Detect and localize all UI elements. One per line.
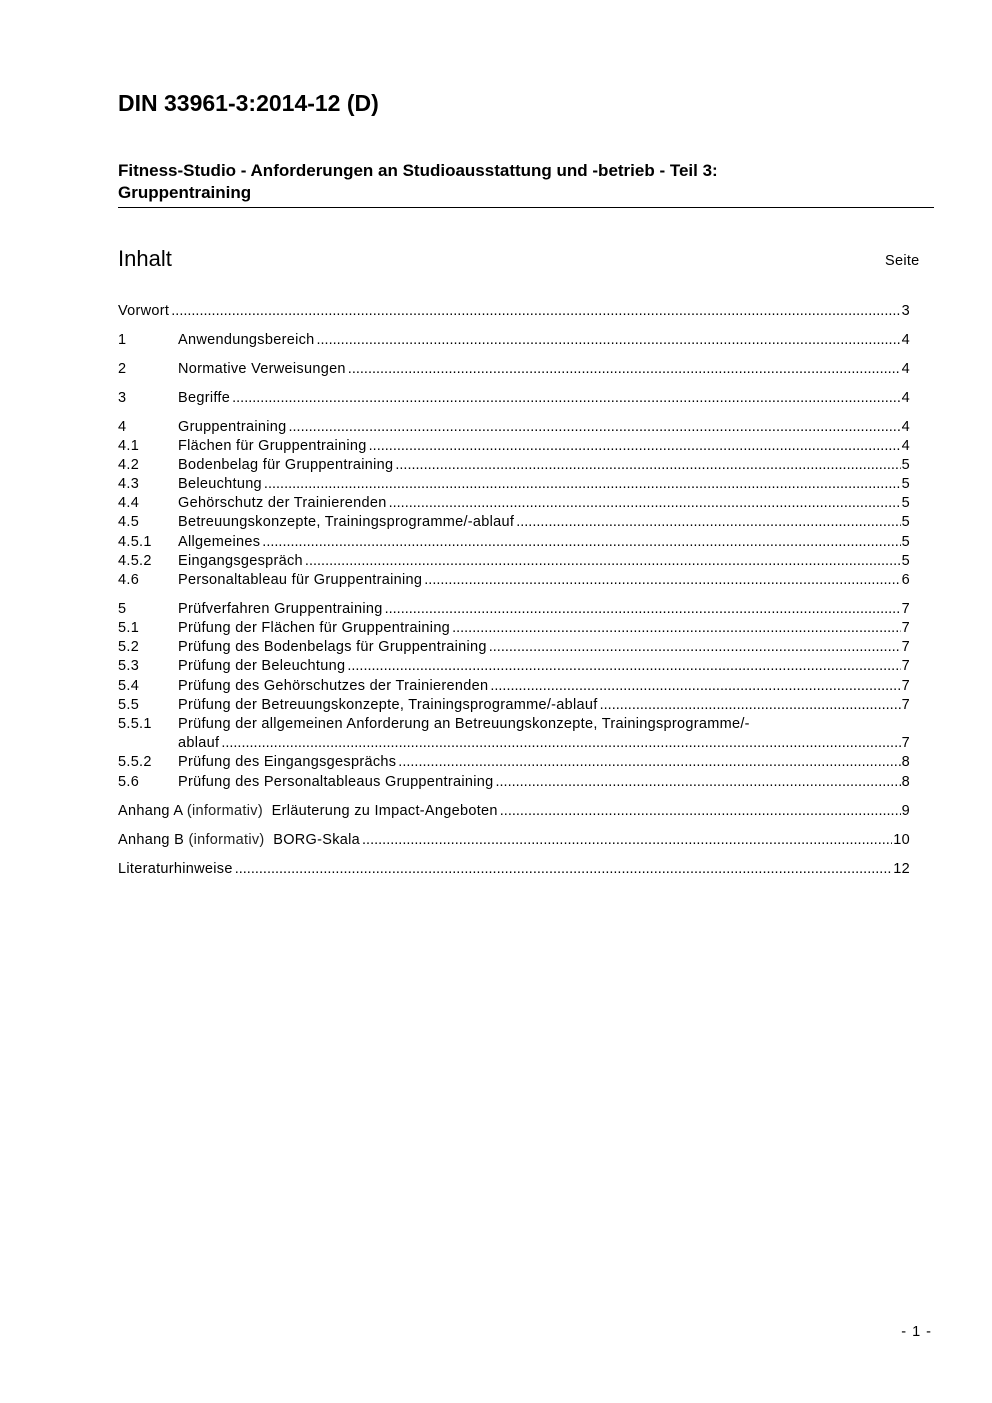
toc-leader-dots [500, 802, 901, 821]
toc-entry-title: Prüfung der Flächen für Gruppentraining [178, 620, 451, 636]
toc-entry-title: Eingangsgespräch [178, 553, 303, 569]
toc-leader-dots [489, 638, 901, 657]
toc-leader-dots [495, 773, 900, 792]
toc-entry-title: Prüfung des Personaltableaus Gruppentraining [178, 774, 494, 790]
toc-leader-dots [305, 552, 901, 571]
toc-entry-page: 12 [893, 861, 910, 877]
toc-entry-title: Prüfung des Bodenbelags für Gruppentraining [178, 639, 487, 655]
toc-entry-4[interactable] [118, 418, 910, 437]
toc-entry-5-6[interactable] [118, 773, 910, 792]
toc-entry-page: 5 [901, 495, 910, 511]
toc-entry-number: 5.1 [118, 620, 140, 636]
toc-entry-page: 4 [901, 419, 910, 435]
toc-entry-page: 4 [901, 332, 910, 348]
toc-entry-4-5-2[interactable] [118, 552, 910, 571]
toc-entry-number: 4.5 [118, 514, 140, 530]
toc-leader-dots [395, 456, 900, 475]
toc-entry-page: 4 [901, 390, 910, 406]
toc-entry-page: 7 [901, 678, 910, 694]
toc-entry-title: Personaltableau für Gruppentraining [178, 572, 423, 588]
toc-entry-number: 1 [118, 332, 127, 348]
toc-entry-4-2[interactable] [118, 456, 910, 475]
toc-heading: Inhalt [118, 246, 172, 271]
subtitle-line-1: Fitness-Studio - Anforderungen an Studioausstattung und -betrieb - Teil 3: [118, 161, 718, 180]
toc-leader-dots [264, 475, 901, 494]
toc-leader-dots [424, 571, 900, 590]
toc-entry-page: 7 [901, 620, 910, 636]
toc-entry-4-4[interactable] [118, 494, 910, 513]
toc-entry-title: Begriffe [178, 390, 231, 406]
toc-entry-number: 5.4 [118, 678, 140, 694]
toc-entry-annex-label [118, 802, 500, 821]
toc-entry-4-3[interactable] [118, 475, 910, 494]
toc-leader-dots [171, 302, 900, 321]
toc-entry-title: Prüfung des Eingangsgesprächs [178, 754, 397, 770]
toc-entry-title: Literaturhinweise [118, 861, 233, 877]
toc-entry-vorwort[interactable] [118, 302, 910, 321]
toc-leader-dots [516, 513, 900, 532]
toc-entry-number: 5 [118, 601, 127, 617]
toc-entry-5-5-1-continuation[interactable] [118, 734, 910, 753]
toc-entry-page: 5 [901, 553, 910, 569]
document-title: DIN 33961-3:2014-12 (D) [118, 90, 379, 116]
toc-entry-4-6[interactable] [118, 571, 910, 590]
toc-entry-page: 7 [901, 658, 910, 674]
toc-leader-dots [348, 360, 901, 379]
toc-entry-title: Prüfung der allgemeinen Anforderung an Betreuungskonzepte, Trainingsprogramme/- [178, 716, 750, 732]
toc-entry-title: BORG-Skala [273, 832, 361, 848]
toc-entry-title: Flächen für Gruppentraining [178, 438, 367, 454]
toc-entry-page: 5 [901, 476, 910, 492]
toc-entry-anhang-a[interactable] [118, 802, 910, 821]
toc-entry-number: 4.1 [118, 438, 140, 454]
toc-entry-2[interactable] [118, 360, 910, 379]
toc-leader-dots [317, 331, 901, 350]
toc-entry-title: Prüfung des Gehörschutzes der Trainierenden [178, 678, 489, 694]
toc-entry-number: 5.2 [118, 639, 140, 655]
toc-entry-5-5-1[interactable] [118, 715, 910, 734]
toc-leader-dots [389, 494, 901, 513]
toc-entry-title-continuation: ablauf [178, 735, 220, 751]
toc-entry-title: Prüfung der Betreuungskonzepte, Trainingsprogramme/-ablauf [178, 697, 598, 713]
toc-entry-page: 4 [901, 438, 910, 454]
toc-entry-number: 4.2 [118, 457, 140, 473]
toc-entry-5-2[interactable] [118, 638, 910, 657]
toc-entry-number: 4.6 [118, 572, 140, 588]
toc-entry-number: 4 [118, 419, 127, 435]
toc-entry-anhang-b[interactable] [118, 831, 910, 850]
toc-entry-number: 3 [118, 390, 127, 406]
toc-leader-dots [398, 753, 900, 772]
toc-entry-5-3[interactable] [118, 657, 910, 676]
toc-entry-1[interactable] [118, 331, 910, 350]
toc-entry-annex-label [118, 831, 362, 850]
toc-leader-dots [232, 389, 901, 408]
toc-leader-dots [221, 734, 900, 753]
toc-entry-title: Prüfung der Beleuchtung [178, 658, 346, 674]
toc-entry-5-5[interactable] [118, 696, 910, 715]
toc-entry-4-5[interactable] [118, 513, 910, 532]
toc-entry-title: Beleuchtung [178, 476, 262, 492]
toc-entry-page: 5 [901, 457, 910, 473]
toc-entry-number: 5.5.2 [118, 754, 152, 770]
toc-entry-title: Prüfverfahren Gruppentraining [178, 601, 383, 617]
toc-entry-title: Gehörschutz der Trainierenden [178, 495, 387, 511]
toc-entry-number: 4.5.1 [118, 534, 152, 550]
toc-leader-dots [385, 600, 901, 619]
toc-entry-page: 10 [893, 832, 910, 848]
toc-entry-4-1[interactable] [118, 437, 910, 456]
toc-annex-info: (informativ) [188, 832, 265, 848]
toc-leader-dots [452, 619, 901, 638]
toc-entry-page: 4 [901, 361, 910, 377]
toc-annex-number: Anhang A [118, 803, 183, 819]
toc-entry-page: 8 [901, 774, 910, 790]
toc-entry-5[interactable] [118, 600, 910, 619]
toc-leader-dots [490, 677, 900, 696]
toc-entry-title: Erläuterung zu Impact-Angeboten [271, 803, 498, 819]
toc-entry-3[interactable] [118, 389, 910, 408]
toc-entry-page: 8 [901, 754, 910, 770]
toc-entry-title: Normative Verweisungen [178, 361, 346, 377]
toc-leader-dots [362, 831, 892, 850]
toc-entry-number: 5.5 [118, 697, 140, 713]
toc-leader-dots [600, 696, 901, 715]
subtitle-line-2: Gruppentraining [118, 183, 252, 202]
toc-entry-title: Gruppentraining [178, 419, 287, 435]
toc-leader-dots [262, 533, 900, 552]
toc-entry-5-4[interactable] [118, 677, 910, 696]
toc-entry-title: Anwendungsbereich [178, 332, 315, 348]
toc-entry-number: 5.6 [118, 774, 140, 790]
toc-entry-5-5-2[interactable] [118, 753, 910, 772]
toc-entry-number: 4.5.2 [118, 553, 152, 569]
toc-entry-number: 2 [118, 361, 127, 377]
toc-entry-page: 5 [901, 534, 910, 550]
toc-entry-page: 7 [901, 639, 910, 655]
document-subtitle [118, 160, 934, 208]
toc-entry-4-5-1[interactable] [118, 533, 910, 552]
toc-entry-title: Allgemeines [178, 534, 261, 550]
toc-entry-page: 7 [901, 735, 910, 751]
toc-annex-info: (informativ) [186, 803, 263, 819]
toc-entry-number: 5.3 [118, 658, 140, 674]
toc-page-column-label: Seite [885, 253, 920, 269]
toc-leader-dots [289, 418, 901, 437]
toc-leader-dots [369, 437, 901, 456]
toc-leader-dots [235, 860, 893, 879]
toc-annex-number: Anhang B [118, 832, 185, 848]
toc-entry-page: 9 [901, 803, 910, 819]
toc-entry-number: 4.4 [118, 495, 140, 511]
toc-entry-title: Bodenbelag für Gruppentraining [178, 457, 394, 473]
toc-entry-page: 6 [901, 572, 910, 588]
toc-leader-dots [347, 657, 900, 676]
toc-entry-title: Vorwort [118, 303, 170, 319]
toc-entry-5-1[interactable] [118, 619, 910, 638]
toc-entry-page: 7 [901, 697, 910, 713]
toc-entry-page: 5 [901, 514, 910, 530]
toc-entry-page: 7 [901, 601, 910, 617]
toc-entry-page: 3 [901, 303, 910, 319]
page-number: - 1 - [901, 1324, 932, 1340]
toc-entry-number: 5.5.1 [118, 716, 152, 732]
toc-entry-literaturhinweise[interactable] [118, 860, 910, 879]
toc-entry-number: 4.3 [118, 476, 140, 492]
toc-entry-title: Betreuungskonzepte, Trainingsprogramme/-ablauf [178, 514, 515, 530]
